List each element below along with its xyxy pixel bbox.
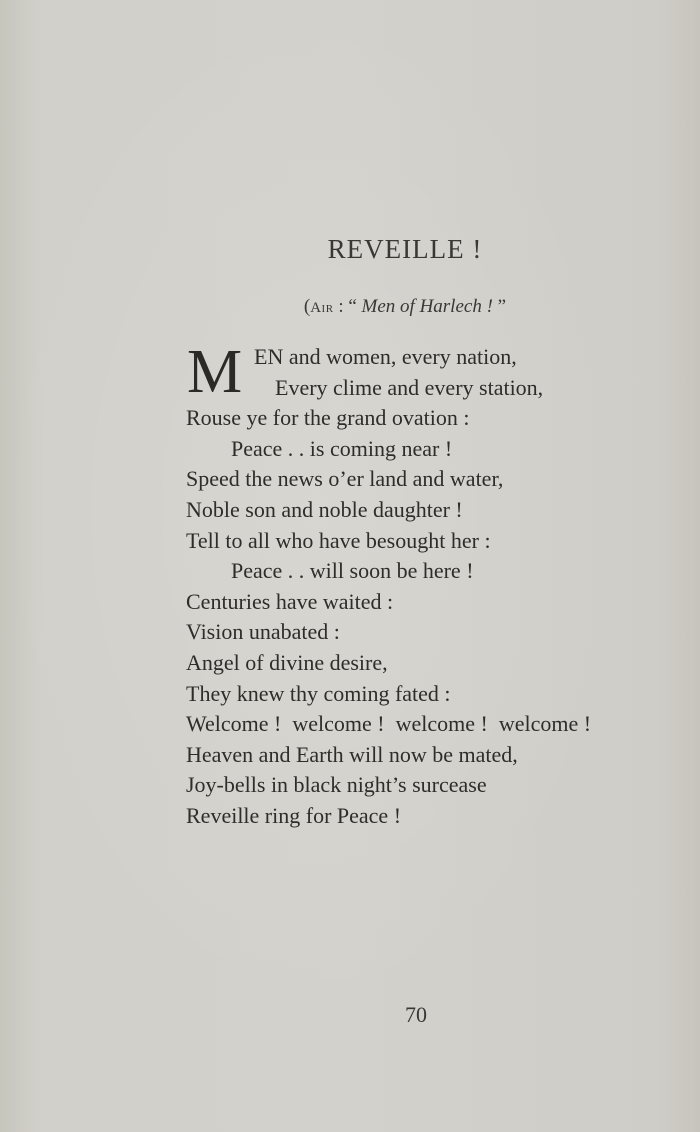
subtitle-colon: : [333,296,349,317]
subtitle-air-label: Air [310,300,334,316]
poem-body [186,338,686,832]
poem-title: REVEILLE ! [327,234,483,264]
poem-line: Tell to all who have besought her : [186,527,491,553]
poem-line: Peace . . is coming near ! [231,435,453,461]
poem-line: Speed the news o’er land and water, [186,466,504,492]
poem-line: Joy-bells in black night’s surcease [186,772,487,798]
poem-line: They knew thy coming fated : [186,680,451,706]
poem-line: Heaven and Earth will now be mated, [186,741,518,767]
subtitle-open-paren: ( [303,296,311,317]
poem-line: Rouse ye for the grand ovation : [186,405,470,431]
poem-line: EN and women, every nation, [254,344,517,369]
drop-cap: M [187,338,243,406]
poem-line: Vision unabated : [186,619,340,645]
poem-line: Peace . . will soon be here ! [231,558,474,584]
poem-line: Reveille ring for Peace ! [186,802,402,828]
poem-subtitle [0,296,700,318]
subtitle-quote-open: “ [348,296,362,317]
page-number: 70 [405,1002,427,1027]
poem-line: Every clime and every station, [275,374,544,400]
subtitle-song-name: Men of Harlech ! [361,296,493,317]
poem-line: Centuries have waited : [186,588,394,614]
poem-line: Angel of divine desire, [186,649,388,675]
poem-line: Noble son and noble daughter ! [186,496,463,522]
subtitle-quote-close: ” [492,296,507,317]
poem-line: Welcome ! welcome ! welcome ! welcome ! [186,711,592,737]
